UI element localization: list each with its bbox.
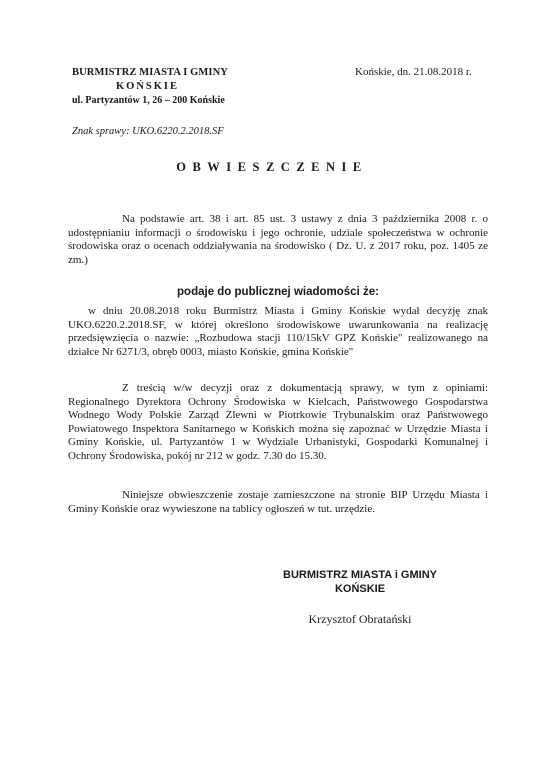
- decision-paragraph: w dniu 20.08.2018 roku Burmistrz Miasta i Gminy Końskie wydał decyzję znak UKO.6220.2.2018.SF, w której określono środowiskowe uwarunkowania na realizację przedsięwzięcia o nazwie: „Rozbudowa stacji 110/15kV GPZ Końskie" realizowanego na działce Nr 6271/3, obręb 0003, miasto Końskie, gmina Końskie": [68, 305, 488, 358]
- signature-title-line1: BURMISTRZ MIASTA i GMINY: [283, 569, 437, 581]
- signature-title-line2: KOŃSKIE: [334, 583, 386, 595]
- signatory-name: Krzysztof Obratański: [308, 612, 412, 626]
- documentation-access-paragraph: Z treścią w/w decyzji oraz z dokumentacją sprawy, w tym z opiniami: Regionalnego Dyrektora Ochrony Środowiska w Kielcach, Państwowego Gospodarstwa Wodnego Wody Polskie Zarząd Zlewni w Piotrkowie Trybunalskim oraz Państwowego Powiatowego Inspektora Sanitarnego w Końskich można się zapoznać w Urzędzie Miasta i Gminy Końskie, ul. Partyzantów 1 w Wydziale Urbanistyki, Gospodarki Komunalnej i Ochrony Środowiska, pokój nr 212 w godz. 7.30 do 15.30.: [68, 382, 488, 462]
- place-and-date: Końskie, dn. 21.08.2018 r.: [355, 66, 472, 78]
- document-title: OBWIESZCZENIE: [176, 160, 368, 174]
- issuing-authority-block: [72, 66, 262, 108]
- publication-paragraph: Niniejsze obwieszczenie zostaje zamieszczone na stronie BIP Urzędu Miasta i Gminy Końskie oraz wywieszone na tablicy ogłoszeń w tut. urzędzie.: [68, 489, 488, 515]
- authority-name-line1: BURMISTRZ MIASTA I GMINY: [72, 67, 228, 78]
- case-reference: Znak sprawy: UKO.6220.2.2018.SF: [72, 126, 224, 137]
- legal-basis-paragraph: Na podstawie art. 38 i art. 85 ust. 3 ustawy z dnia 3 października 2008 r. o udostępnianiu informacji o środowisku i jego ochronie, udziale społeczeństwa w ochronie środowiska oraz o ocenach oddziaływania na środowisko ( Dz. U. z 2017 roku, poz. 1405 ze zm.): [68, 213, 488, 266]
- public-notice-heading: podaje do publicznej wiadomości że:: [177, 286, 379, 298]
- authority-address: ul. Partyzantów 1, 26 – 200 Końskie: [72, 95, 225, 106]
- authority-name-line2: KOŃSKIE: [116, 81, 180, 92]
- signature-title: [250, 568, 470, 596]
